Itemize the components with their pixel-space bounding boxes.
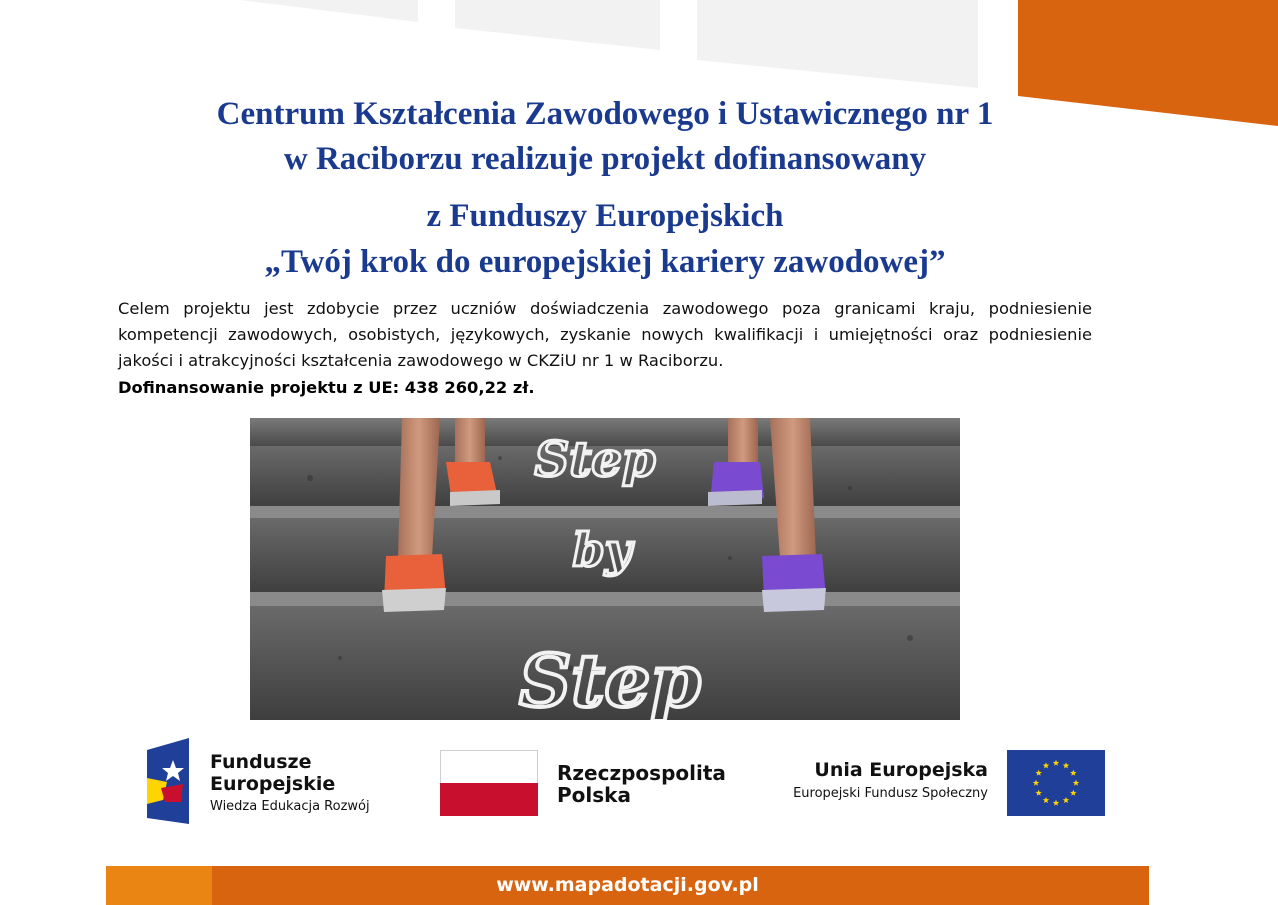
eu-flag xyxy=(1007,750,1105,816)
title-line-3: z Funduszy Europejskich xyxy=(426,198,784,234)
chalk-word-by: by xyxy=(572,523,632,577)
rp-logo-line-2: Polska xyxy=(557,783,631,807)
fe-logo-line-1: Fundusze xyxy=(210,751,312,773)
title-line-1: Centrum Kształcenia Zawodowego i Ustawicznego nr 1 xyxy=(216,96,994,132)
ue-logo-line-1: Unia Europejska xyxy=(814,759,988,781)
funding-amount: Dofinansowanie projektu z UE: 438 260,22 zł. xyxy=(118,378,535,397)
chalk-word-step-top: Step xyxy=(534,432,656,488)
project-name: „Twój krok do europejskiej kariery zawodowej” xyxy=(264,244,946,280)
polish-flag xyxy=(440,750,538,816)
title-line-2: w Raciborzu realizuje projekt dofinansowany xyxy=(283,141,927,177)
footer-url-link[interactable]: www.mapadotacji.gov.pl xyxy=(496,874,759,896)
rp-logo-line-1: Rzeczpospolita xyxy=(557,761,726,785)
chalk-word-step-bottom: Step xyxy=(519,638,701,720)
ue-logo-line-2: Europejski Fundusz Społeczny xyxy=(793,786,988,801)
fundusze-europejskie-emblem xyxy=(147,738,193,824)
fe-logo-line-2: Europejskie xyxy=(210,773,336,795)
project-description: Celem projektu jest zdobycie przez uczniów doświadczenia zawodowego poza granicami kraju, podniesienie kompetencji zawodowych, osobistych, językowych, zyskanie nowych kwalifikacji i umiejętności oraz podniesienie jakości i atrakcyjności kształcenia zawodowego w CKZiU nr 1 w Raciborzu. xyxy=(118,299,1092,370)
fe-logo-line-3: Wiedza Edukacja Rozwój xyxy=(210,799,370,814)
step-by-step-photo xyxy=(250,418,960,720)
